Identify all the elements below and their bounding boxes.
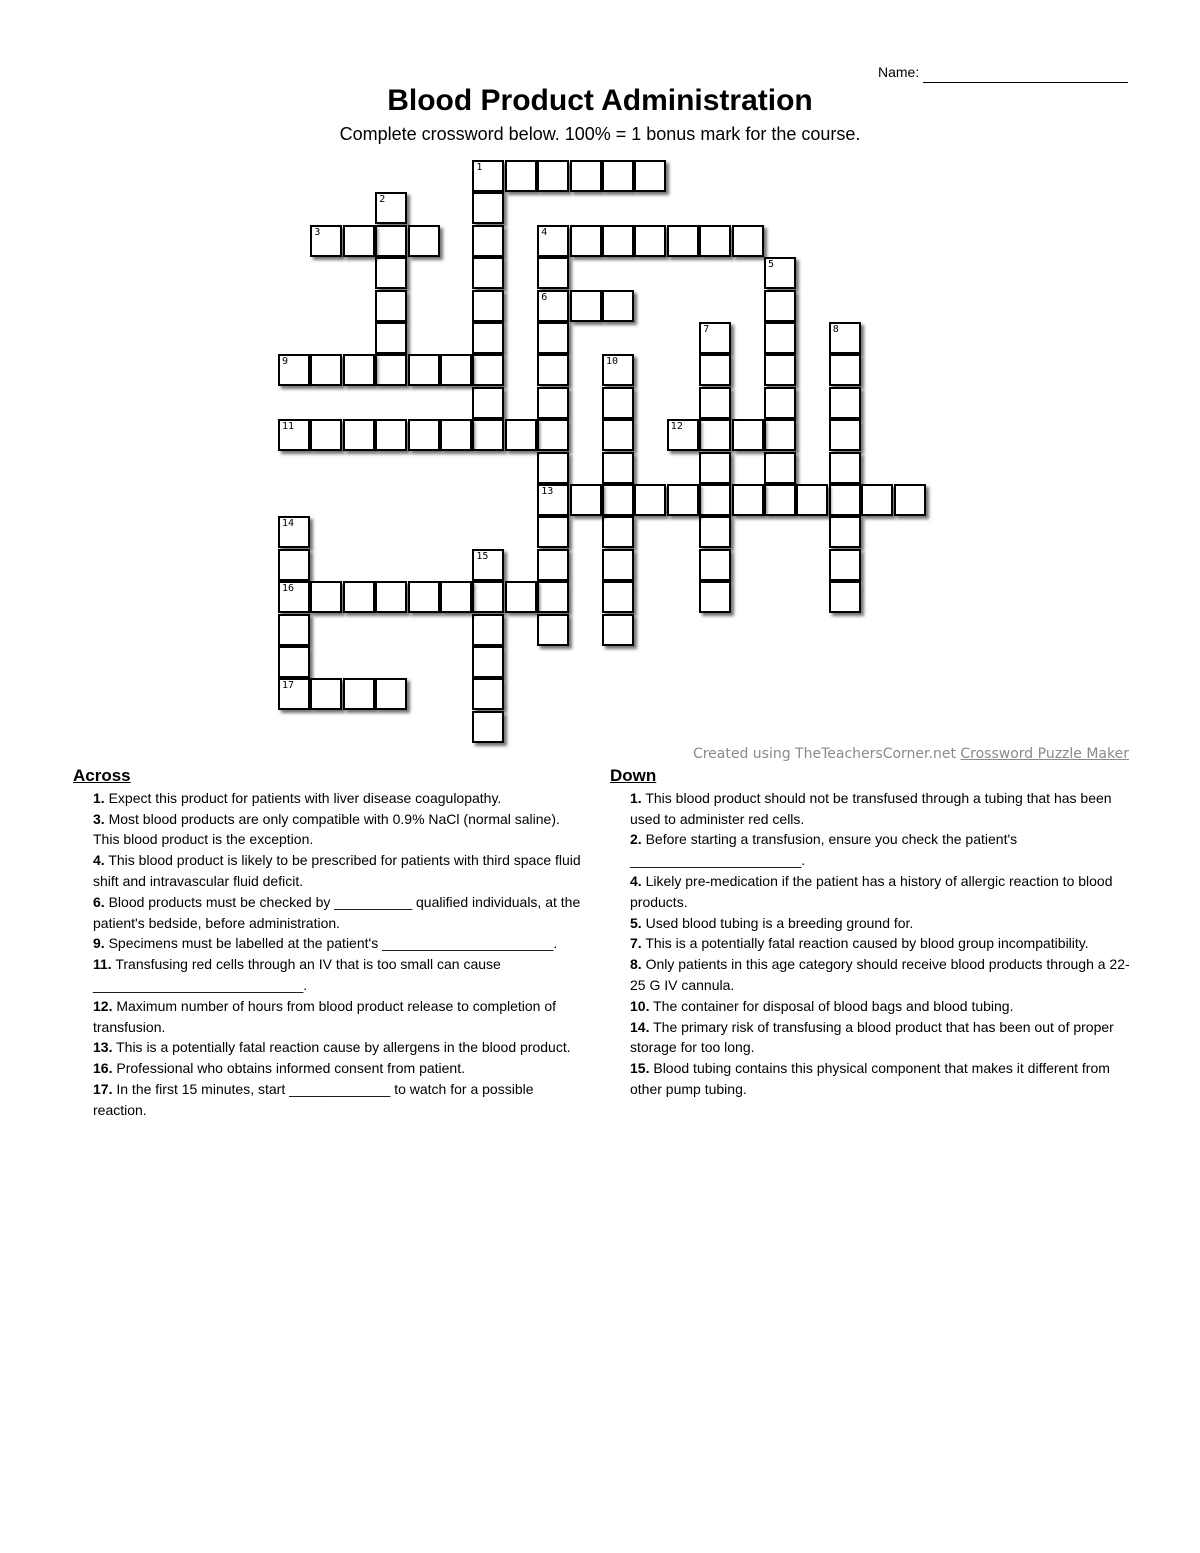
crossword-cell[interactable] [537,452,569,484]
crossword-cell[interactable] [570,290,602,322]
crossword-cell[interactable] [829,484,861,516]
clue-down-15: 15. Blood tubing contains this physical component that makes it different from other pump tubing. [630,1060,1110,1097]
clue-down-8: 8. Only patients in this age category should receive blood products through a 22-25 G IV cannula. [630,956,1130,993]
crossword-cell[interactable] [472,160,504,192]
crossword-cell[interactable] [375,257,407,289]
crossword-cell[interactable] [472,419,504,451]
crossword-cell[interactable] [602,452,634,484]
cell-number: 4 [541,226,548,238]
crossword-cell[interactable] [894,484,926,516]
crossword-cell[interactable] [634,160,666,192]
crossword-cell[interactable] [667,225,699,257]
cell-number: 12 [670,421,683,433]
clue-across-13: 13. This is a potentially fatal reaction cause by allergens in the blood product. [93,1039,571,1056]
cell-number: 13 [541,486,554,497]
crossword-cell[interactable] [537,419,569,451]
crossword-cell[interactable] [764,452,796,484]
clue-across-3: 3. Most blood products are only compatible with 0.9% NaCl (normal saline). This blood product is the exception. [93,810,560,848]
cell-number: 2 [379,194,386,206]
crossword-cell[interactable] [278,419,310,451]
crossword-cell[interactable] [537,387,569,419]
crossword-cell[interactable] [440,354,472,386]
crossword-cell[interactable] [505,419,537,451]
crossword-cell[interactable] [472,322,504,354]
crossword-cell[interactable] [764,290,796,322]
crossword-cell[interactable] [764,257,796,289]
crossword-cell[interactable] [829,322,861,354]
crossword-cell[interactable] [472,549,504,581]
crossword-cell[interactable] [699,322,731,354]
crossword-cell[interactable] [861,484,893,516]
crossword-cell[interactable] [472,192,504,224]
clue-across-9: 9. Specimens must be labelled at the patient's ______________________. [93,935,558,952]
crossword-cell[interactable] [602,419,634,451]
clue-down-7: 7. This is a potentially fatal reaction caused by blood group incompatibility. [630,935,1089,952]
crossword-cell[interactable] [472,581,504,613]
crossword-cell[interactable] [602,387,634,419]
crossword-cell[interactable] [537,257,569,289]
crossword-cell[interactable] [602,484,634,516]
crossword-cell[interactable] [570,484,602,516]
cell-number: 3 [314,226,321,238]
cell-number: 6 [541,291,548,303]
crossword-cell[interactable] [375,290,407,322]
crossword-cell[interactable] [537,614,569,646]
clue-across-11: 11. Transfusing red cells through an IV that is too small can cause ___________________________. [93,956,501,993]
crossword-cell[interactable] [829,516,861,548]
clue-across-4: 4. This blood product is likely to be prescribed for patients with third space fluid shift and intravascular fluid deficit. [93,852,581,889]
crossword-cell[interactable] [602,549,634,581]
crossword-cell[interactable] [602,581,634,613]
crossword-cell[interactable] [472,711,504,743]
page-subtitle: Complete crossword below. 100% = 1 bonus mark for the course. [339,124,861,144]
clue-down-10: 10. The container for disposal of blood bags and blood tubing. [630,997,1014,1014]
crossword-cell[interactable] [408,419,440,451]
name-label: Name: [878,64,920,80]
clue-down-2: 2. Before starting a transfusion, ensure you check the patient's ______________________. [630,831,1018,869]
crossword-cell[interactable] [343,225,375,257]
crossword-cell[interactable] [829,452,861,484]
clue-across-17: 17. In the first 15 minutes, start _____________ to watch for a possible reaction. [93,1080,534,1118]
crossword-cell[interactable] [408,354,440,386]
crossword-cell[interactable] [440,581,472,613]
cell-number: 1 [476,162,483,173]
crossword-cell[interactable] [278,581,310,613]
crossword-cell[interactable] [278,549,310,581]
crossword-cell[interactable] [764,484,796,516]
crossword-cell[interactable] [634,225,666,257]
cell-number: 5 [768,259,775,271]
clue-down-14: 14. The primary risk of transfusing a blood product that has been out of proper storage for too long. [630,1018,1114,1056]
credit-link[interactable]: Crossword Puzzle Maker [960,746,1129,762]
crossword-cell[interactable] [440,419,472,451]
crossword-cell[interactable] [537,354,569,386]
clue-across-16: 16. Professional who obtains informed consent from patient. [93,1060,465,1077]
crossword-cell[interactable] [764,387,796,419]
crossword-cell[interactable] [537,290,569,322]
crossword-cell[interactable] [829,419,861,451]
crossword-cell[interactable] [570,160,602,192]
crossword-cell[interactable] [699,549,731,581]
crossword-cell[interactable] [829,581,861,613]
crossword-cell[interactable] [472,225,504,257]
crossword-cell[interactable] [667,484,699,516]
cell-number: 8 [832,324,839,335]
crossword-cell[interactable] [537,225,569,257]
crossword-cell[interactable] [537,516,569,548]
crossword-cell[interactable] [634,484,666,516]
crossword-cell[interactable] [732,419,764,451]
crossword-cell[interactable] [764,322,796,354]
crossword-cell[interactable] [732,484,764,516]
crossword-cell[interactable] [505,160,537,192]
cell-number: 9 [282,356,289,368]
crossword-cell[interactable] [699,452,731,484]
cell-number: 16 [282,583,295,595]
crossword-cell[interactable] [408,225,440,257]
crossword-cell[interactable] [278,678,310,710]
crossword-cell[interactable] [796,484,828,516]
crossword-cell[interactable] [699,387,731,419]
crossword-cell[interactable] [472,678,504,710]
crossword-cell[interactable] [343,678,375,710]
crossword-cell[interactable] [375,225,407,257]
clue-across-1: 1. Expect this product for patients with liver disease coagulopathy. [93,789,502,806]
credit-line [660,746,1129,762]
crossword-cell[interactable] [310,581,342,613]
crossword-cell[interactable] [343,419,375,451]
crossword-cell[interactable] [732,225,764,257]
crossword-cell[interactable] [537,581,569,613]
crossword-cell[interactable] [310,419,342,451]
clue-across-12: 12. Maximum number of hours from blood product release to completion of transfusion. [93,997,557,1035]
crossword-cell[interactable] [570,225,602,257]
page-title: Blood Product Administration [387,84,813,117]
crossword-cell[interactable] [472,646,504,678]
crossword-cell[interactable] [343,354,375,386]
crossword-cell[interactable] [343,581,375,613]
crossword-cell[interactable] [505,581,537,613]
crossword-cell[interactable] [667,419,699,451]
crossword-cell[interactable] [472,257,504,289]
credit-text: Created using TheTeachersCorner.net [692,746,961,762]
crossword-cell[interactable] [764,354,796,386]
crossword-cell[interactable] [699,516,731,548]
cell-number: 15 [476,550,489,562]
crossword-cell[interactable] [278,516,310,548]
crossword-cell[interactable] [602,354,634,386]
crossword-cell[interactable] [602,225,634,257]
crossword-cell[interactable] [699,581,731,613]
crossword-cell[interactable] [537,322,569,354]
across-clues [73,766,583,1121]
crossword-cell[interactable] [278,354,310,386]
crossword-cell[interactable] [375,192,407,224]
crossword-cell[interactable] [472,354,504,386]
clue-down-1: 1. This blood product should not be transfused through a tubing that has been used to administer red cells. [630,789,1112,827]
crossword-cell[interactable] [829,549,861,581]
crossword-cell[interactable] [278,646,310,678]
crossword-cell[interactable] [310,678,342,710]
crossword-cell[interactable] [602,290,634,322]
clue-down-4: 4. Likely pre-medication if the patient has a history of allergic reaction to blood products. [630,872,1113,910]
crossword-cell[interactable] [310,225,342,257]
crossword-cell[interactable] [375,322,407,354]
crossword-cell[interactable] [829,354,861,386]
crossword-cell[interactable] [472,614,504,646]
crossword-cell[interactable] [472,387,504,419]
cell-number: 7 [703,324,710,335]
cell-number: 14 [282,518,295,530]
crossword-cell[interactable] [278,614,310,646]
crossword-grid [0,0,1200,760]
crossword-cell[interactable] [699,354,731,386]
down-clues [610,766,1130,1100]
crossword-cell[interactable] [375,354,407,386]
crossword-cell[interactable] [537,484,569,516]
crossword-cell[interactable] [699,484,731,516]
crossword-cell[interactable] [375,419,407,451]
cell-number: 11 [282,421,295,433]
crossword-cell[interactable] [764,419,796,451]
crossword-cell[interactable] [537,549,569,581]
crossword-cell[interactable] [472,290,504,322]
crossword-cell[interactable] [375,678,407,710]
across-heading: Across [73,766,131,785]
clue-across-6: 6. Blood products must be checked by __________ qualified individuals, at the patient's bedside, before administration. [93,893,581,931]
clue-down-5: 5. Used blood tubing is a breeding ground for. [630,914,914,931]
crossword-cell[interactable] [602,160,634,192]
crossword-cell[interactable] [699,225,731,257]
crossword-cell[interactable] [310,354,342,386]
crossword-cell[interactable] [408,581,440,613]
down-heading: Down [610,766,657,785]
crossword-cell[interactable] [699,419,731,451]
cell-number: 10 [606,356,619,368]
crossword-cell[interactable] [375,581,407,613]
crossword-cell[interactable] [602,516,634,548]
crossword-cell[interactable] [537,160,569,192]
cell-number: 17 [282,680,295,692]
crossword-cell[interactable] [602,614,634,646]
crossword-cell[interactable] [829,387,861,419]
